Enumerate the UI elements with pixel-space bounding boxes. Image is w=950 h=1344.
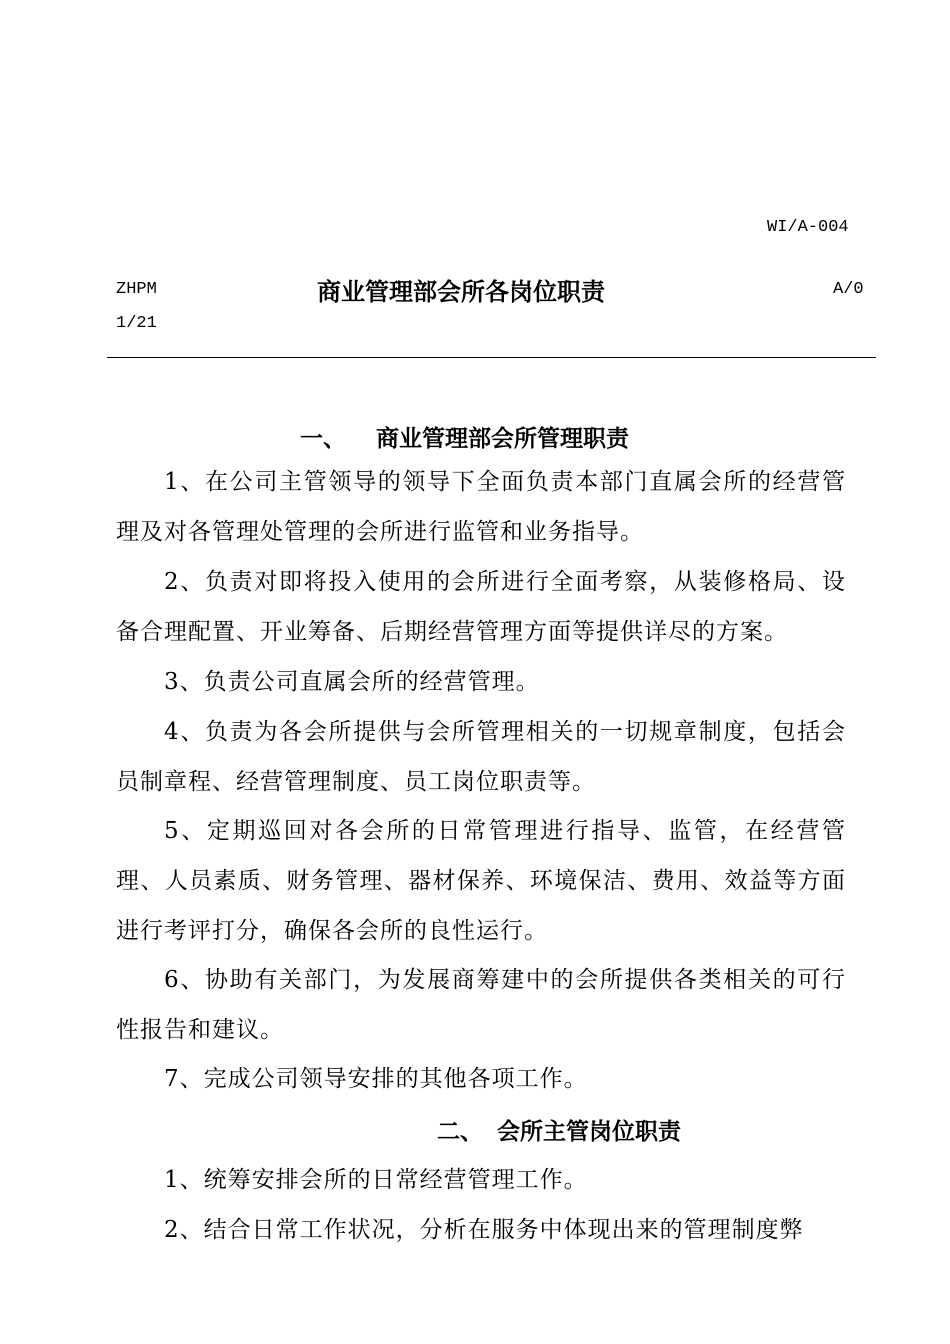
duty-item: 6、协助有关部门，为发展商筹建中的会所提供各类相关的可行性报告和建议。: [116, 967, 846, 1043]
page-number: 1/21: [116, 314, 157, 333]
section-number: 二、: [437, 1119, 483, 1145]
duty-item: 2、结合日常工作状况，分析在服务中体现出来的管理制度弊: [164, 1217, 804, 1243]
version-code: A/0: [833, 280, 864, 299]
section-title: 商业管理部会所管理职责: [376, 426, 629, 452]
duty-item: 1、统筹安排会所的日常经营管理工作。: [164, 1167, 588, 1193]
duty-item: 4、负责为各会所提供与会所管理相关的一切规章制度，包括会员制章程、经营管理制度、员工岗位职责等。: [116, 719, 846, 795]
document-code: WI/A-004: [767, 218, 849, 237]
duty-item: 1、在公司主管领导的领导下全面负责本部门直属会所的经营管理及对各管理处管理的会所进行监管和业务指导。: [116, 469, 846, 545]
duty-item: 7、完成公司领导安排的其他各项工作。: [164, 1066, 588, 1092]
header-divider: [107, 357, 876, 358]
company-code: ZHPM: [116, 280, 157, 299]
section-heading-1: [300, 420, 629, 453]
section-title: 会所主管岗位职责: [497, 1119, 681, 1145]
document-title: 商业管理部会所各岗位职责: [317, 278, 605, 306]
duty-item: 2、负责对即将投入使用的会所进行全面考察，从装修格局、设备合理配置、开业筹备、后期经营管理方面等提供详尽的方案。: [116, 569, 846, 645]
section-heading-2: [437, 1113, 681, 1146]
section-number: 一、: [300, 426, 346, 452]
duty-item: 5、定期巡回对各会所的日常管理进行指导、监管，在经营管理、人员素质、财务管理、器材保养、环境保洁、费用、效益等方面进行考评打分，确保各会所的良性运行。: [116, 818, 846, 944]
duty-item: 3、负责公司直属会所的经营管理。: [164, 669, 540, 695]
